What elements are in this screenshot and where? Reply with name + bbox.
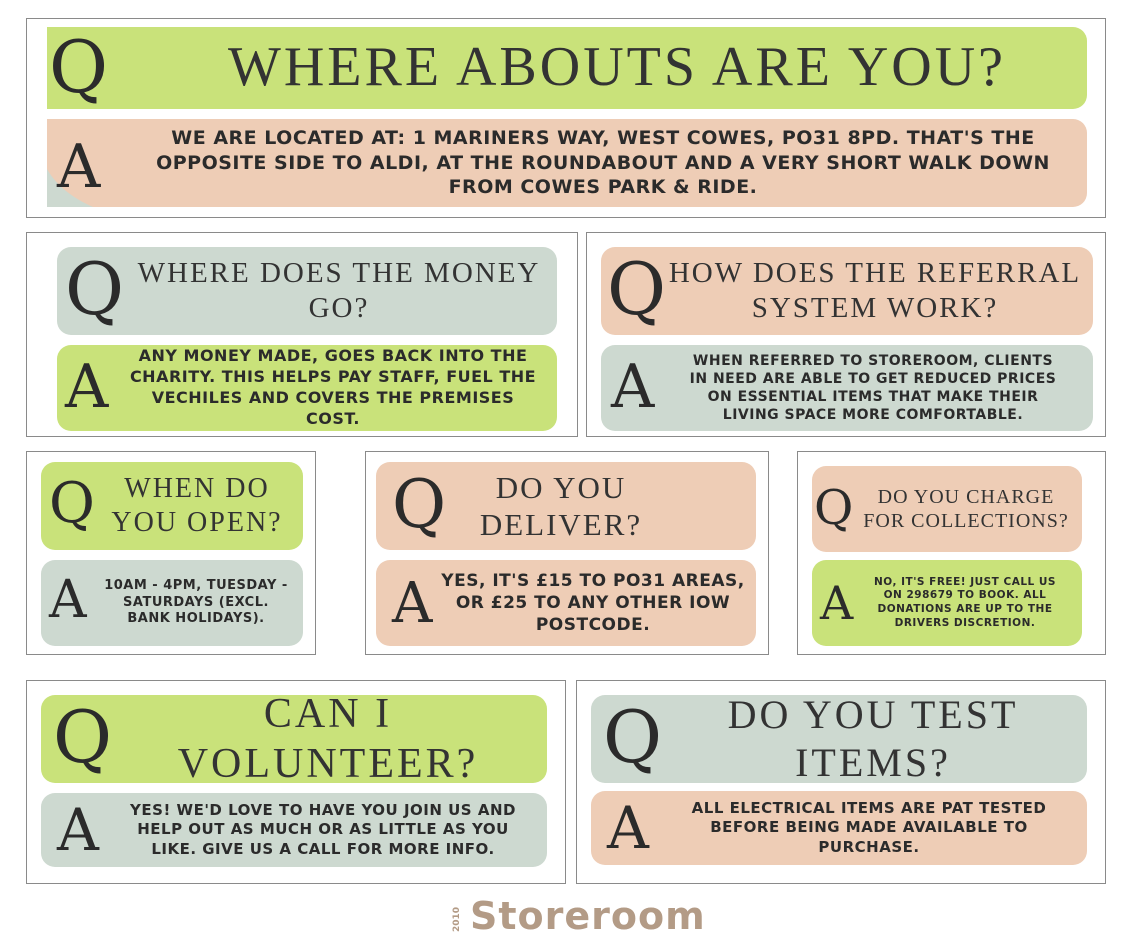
faq-card-referral bbox=[586, 232, 1106, 437]
faq-card-hours bbox=[26, 451, 316, 655]
question-text: HOW DOES THE REFERRAL SYSTEM WORK? bbox=[668, 257, 1082, 324]
question-text: DO YOU TEST ITEMS? bbox=[727, 692, 1019, 785]
answer-text: ANY MONEY MADE, GOES BACK INTO THE CHARITY. THIS HELPS PAY STAFF, FUEL THE VECHILES AND COVERS THE PREMISES COST. bbox=[129, 346, 537, 428]
q-letter: Q bbox=[392, 466, 447, 543]
faq-card-volunteer bbox=[26, 680, 566, 884]
logo-year: 2010 bbox=[452, 906, 462, 932]
answer-text: ALL ELECTRICAL ITEMS ARE PAT TESTED BEFORE BEING MADE AVAILABLE TO PURCHASE. bbox=[691, 798, 1047, 856]
question-text: DO YOU DELIVER? bbox=[479, 469, 643, 542]
a-letter: A bbox=[820, 576, 854, 630]
faq-card-delivery bbox=[365, 451, 769, 655]
q-letter: Q bbox=[814, 480, 854, 536]
answer-text: WE ARE LOCATED AT: 1 MARINERS WAY, WEST COWES, PO31 8PD. THAT'S THE OPPOSITE SIDE TO ALDI, AT THE ROUNDABOUT AND A VERY SHORT WALK DOWN FROM COWES PARK & RIDE. bbox=[156, 126, 1050, 199]
faq-card-money bbox=[26, 232, 578, 437]
a-letter: A bbox=[57, 796, 99, 864]
a-letter: A bbox=[392, 571, 433, 636]
a-letter: A bbox=[65, 352, 109, 422]
a-letter: A bbox=[49, 570, 87, 630]
answer-text: YES, IT'S £15 TO PO31 AREAS, OR £25 TO ANY OTHER IOW POSTCODE. bbox=[441, 570, 745, 636]
logo-name: Storeroom bbox=[470, 894, 706, 938]
faq-card-collections bbox=[797, 451, 1106, 655]
question-text: WHERE ABOUTS ARE YOU? bbox=[227, 36, 1006, 99]
faq-card-testing bbox=[576, 680, 1106, 884]
question-text: WHERE DOES THE MONEY GO? bbox=[137, 257, 541, 324]
question-text: CAN I VOLUNTEER? bbox=[177, 690, 479, 787]
q-letter: Q bbox=[603, 695, 663, 779]
answer-text: WHEN REFERRED TO STOREROOM, CLIENTS IN NEED ARE ABLE TO GET REDUCED PRICES ON ESSENTIAL ITEMS THAT MAKE THEIR LIVING SPACE MORE COMFORTABLE. bbox=[689, 352, 1057, 424]
answer-text: NO, IT'S FREE! JUST CALL US ON 298679 TO BOOK. ALL DONATIONS ARE UP TO THE DRIVERS DISCRETION. bbox=[874, 575, 1056, 629]
answer-text: YES! WE'D LOVE TO HAVE YOU JOIN US AND HELP OUT AS MUCH OR AS LITTLE AS YOU LIKE. GIVE US A CALL FOR MORE INFO. bbox=[130, 800, 516, 858]
q-letter: Q bbox=[65, 247, 125, 331]
a-letter: A bbox=[611, 352, 655, 422]
storeroom-logo bbox=[452, 893, 712, 939]
question-text: DO YOU CHARGE FOR COLLECTIONS? bbox=[863, 486, 1069, 532]
q-letter: Q bbox=[53, 695, 113, 779]
q-letter: Q bbox=[49, 25, 109, 109]
q-letter: Q bbox=[49, 471, 95, 536]
a-letter: A bbox=[57, 132, 101, 202]
faq-card-location bbox=[26, 18, 1106, 218]
a-letter: A bbox=[607, 794, 649, 862]
answer-text: 10AM - 4PM, TUESDAY - SATURDAYS (EXCL. BANK HOLIDAYS). bbox=[104, 577, 288, 627]
question-text: WHEN DO YOU OPEN? bbox=[111, 473, 283, 538]
q-letter: Q bbox=[607, 247, 667, 331]
